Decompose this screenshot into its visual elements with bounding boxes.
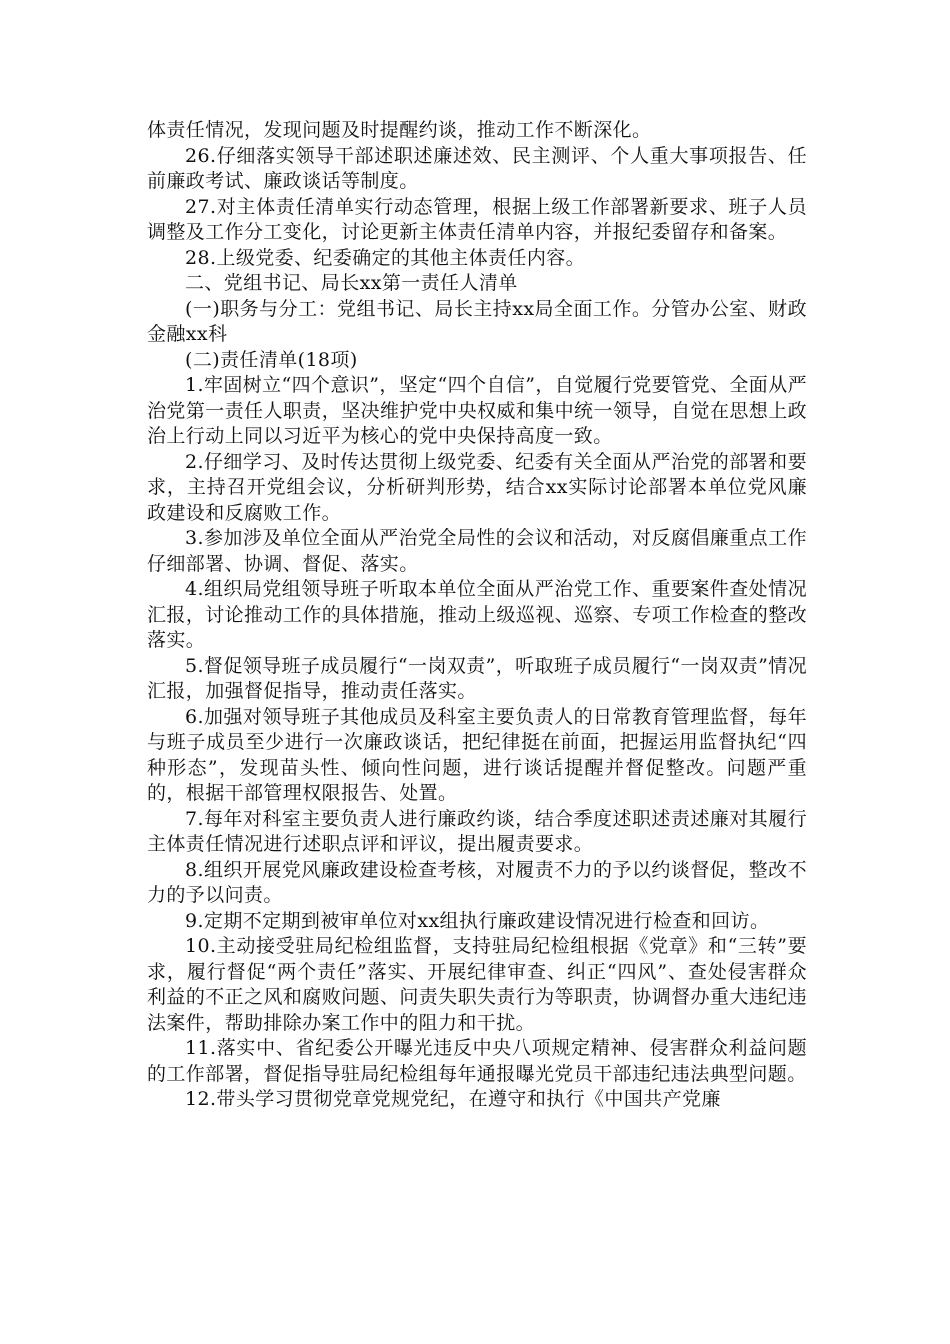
- list-item-26: 26.仔细落实领导干部述职述廉述效、民主测评、个人重大事项报告、任前廉政考试、廉政谈话等制度。: [147, 144, 807, 192]
- list-item-11: 11.落实中、省纪委公开曝光违反中央八项规定精神、侵害群众利益问题的工作部署，督促指导驻局纪检组每年通报曝光党员干部违纪违法典型问题。: [147, 1037, 807, 1085]
- subsection-responsibility-list: (二)责任清单(18项): [185, 348, 358, 371]
- section-heading-2: 二、党组书记、局长xx第一责任人清单: [185, 272, 518, 294]
- paragraph-continuation: 体责任情况，发现问题及时提醒约谈，推动工作不断深化。: [147, 119, 652, 141]
- list-item-5: 5.督促领导班子成员履行“一岗双责”，听取班子成员履行“一岗双责”情况汇报，加强督促指导，推动责任落实。: [147, 654, 807, 702]
- list-item-2: 2.仔细学习、及时传达贯彻上级党委、纪委有关全面从严治党的部署和要求，主持召开党组会议，分析研判形势，结合xx实际讨论部署本单位党风廉政建设和反腐败工作。: [147, 450, 807, 524]
- list-item-6: 6.加强对领导班子其他成员及科室主要负责人的日常教育管理监督，每年与班子成员至少进行一次廉政谈话，把纪律挺在前面，把握运用监督执纪“四种形态”，发现苗头性、倾向性问题，进行谈话提醒并督促整改。问题严重的，根据干部管理权限报告、处置。: [147, 705, 807, 804]
- list-item-4: 4.组织局党组领导班子听取本单位全面从严治党工作、重要案件查处情况汇报，讨论推动工作的具体措施，推动上级巡视、巡察、专项工作检查的整改落实。: [147, 578, 807, 651]
- document-page: [147, 118, 807, 1113]
- list-item-3: 3.参加涉及单位全面从严治党全局性的会议和活动，对反腐倡廉重点工作仔细部署、协调、督促、落实。: [147, 527, 807, 575]
- list-item-28: 28.上级党委、纪委确定的其他主体责任内容。: [185, 246, 586, 269]
- subsection-duties: (一)职务与分工：党组书记、局长主持xx局全面工作。分管办公室、财政金融xx科: [147, 297, 807, 345]
- list-item-12: 12.带头学习贯彻党章党规党纪，在遵守和执行《中国共产党廉: [185, 1088, 721, 1110]
- list-item-7: 7.每年对科室主要负责人进行廉政约谈，结合季度述职述责述廉对其履行主体责任情况进行述职点评和评议，提出履责要求。: [147, 807, 807, 855]
- list-item-10: 10.主动接受驻局纪检组监督，支持驻局纪检组根据《党章》和“三转”要求，履行督促“两个责任”落实、开展纪律审查、纠正“四风”、查处侵害群众利益的不正之风和腐败问题、问责失职失责行为等职责，协调督办重大违纪违法案件，帮助排除办案工作中的阻力和干扰。: [147, 935, 807, 1034]
- list-item-8: 8.组织开展党风廉政建设检查考核，对履责不力的予以约谈督促，整改不力的予以问责。: [147, 858, 807, 906]
- list-item-27: 27.对主体责任清单实行动态管理，根据上级工作部署新要求、班子人员调整及工作分工变化，讨论更新主体责任清单内容，并报纪委留存和备案。: [147, 195, 807, 243]
- list-item-9: 9.定期不定期到被审单位对xx组执行廉政建设情况进行检查和回访。: [185, 909, 770, 932]
- list-item-1: 1.牢固树立“四个意识”，坚定“四个自信”，自觉履行党要管党、全面从严治党第一责任人职责，坚决维护党中央权威和集中统一领导，自觉在思想上政治上行动上同以习近平为核心的党中央保持高度一致。: [147, 374, 807, 447]
